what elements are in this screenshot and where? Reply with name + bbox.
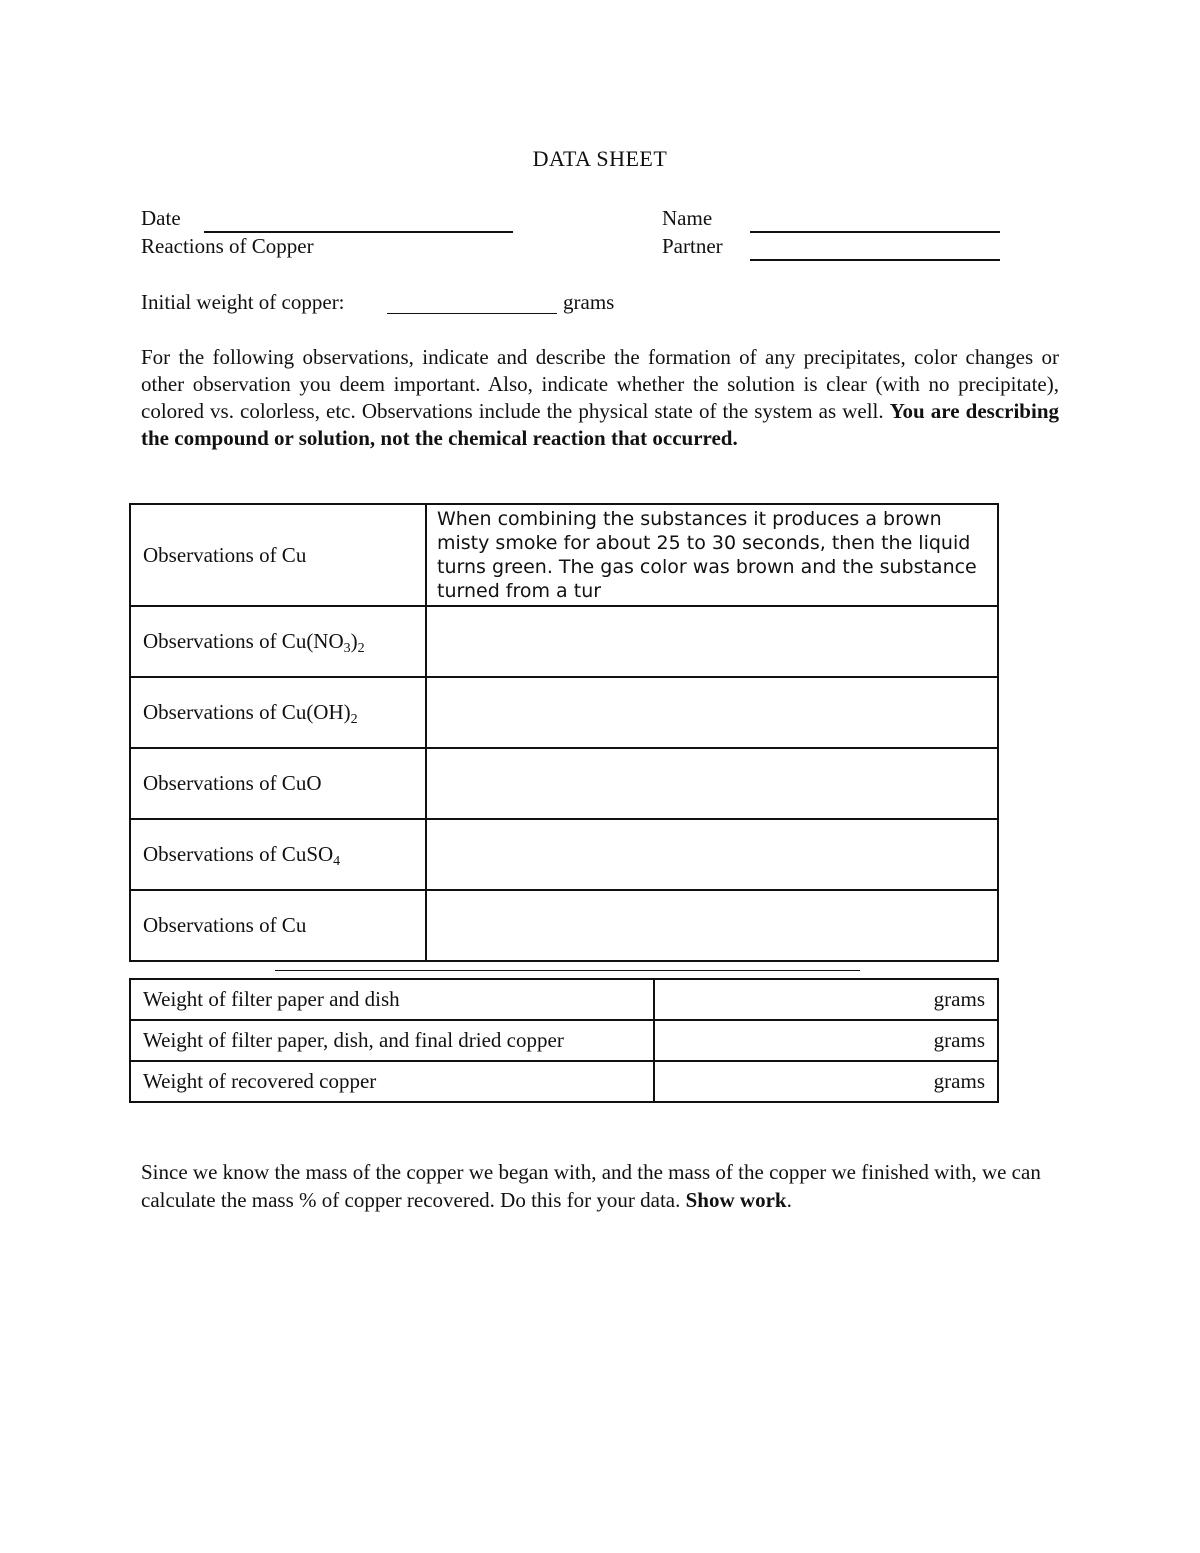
table-row bbox=[130, 504, 998, 606]
weight-value-field[interactable]: grams bbox=[654, 979, 998, 1020]
table-row bbox=[130, 979, 998, 1020]
initial-weight-field[interactable] bbox=[387, 313, 557, 314]
table-row bbox=[130, 1020, 998, 1061]
instructions-bold: You are describing the compound or solution, not the chemical reaction that occurred. bbox=[141, 399, 1059, 450]
conclusion-bold: Show work bbox=[685, 1188, 787, 1212]
partner-label: Partner bbox=[662, 234, 723, 258]
partner-field[interactable] bbox=[750, 259, 1000, 261]
name-field[interactable] bbox=[750, 231, 1000, 233]
observation-value[interactable] bbox=[426, 890, 998, 961]
weight-label: Weight of filter paper and dish bbox=[130, 979, 654, 1020]
weight-value-field[interactable]: grams bbox=[654, 1020, 998, 1061]
observation-label: Observations of $Cu(OH)_2$ bbox=[130, 677, 426, 748]
table-row bbox=[130, 606, 998, 677]
observation-label: Observations of $Cu(NO_3)_2$ bbox=[130, 606, 426, 677]
date-label: Date bbox=[141, 206, 181, 230]
observation-label: Observations of CuSO$_4$ bbox=[130, 819, 426, 890]
instructions-text: For the following observations, indicate and describe the formation of any precipitates, color changes or other observation you deem important. Also, indicate whether the solution is clear (with no precipitate), colored vs. colorless, etc. Observations include the physical state of the system as well. bbox=[141, 345, 1059, 423]
initial-weight-unit: grams bbox=[563, 290, 615, 314]
weight-label: Weight of recovered copper bbox=[130, 1061, 654, 1102]
observation-value[interactable] bbox=[426, 819, 998, 890]
divider bbox=[275, 970, 860, 971]
weight-label: Weight of filter paper, dish, and final dried copper bbox=[130, 1020, 654, 1061]
observation-value[interactable] bbox=[426, 606, 998, 677]
observations-table bbox=[129, 503, 999, 962]
instructions bbox=[141, 344, 1059, 452]
date-field[interactable] bbox=[204, 231, 513, 233]
experiment-title: Reactions of Copper bbox=[141, 234, 314, 258]
table-row bbox=[130, 677, 998, 748]
observation-label: Observations of Cu bbox=[130, 890, 426, 961]
conclusion bbox=[141, 1158, 1041, 1214]
table-row bbox=[130, 890, 998, 961]
conclusion-end: . bbox=[786, 1188, 792, 1212]
table-row bbox=[130, 748, 998, 819]
observation-value[interactable]: When combining the substances it produces a brown misty smoke for about 25 to 30 seconds, then the liquid turns green. The gas color was brown and the substance turned from a tur bbox=[426, 504, 998, 606]
observation-value[interactable] bbox=[426, 748, 998, 819]
conclusion-text: Since we know the mass of the copper we began with, and the mass of the copper we finished with, we can calculate the mass % of copper recovered. Do this for your data. bbox=[141, 1160, 1041, 1212]
weight-value-field[interactable]: grams bbox=[654, 1061, 998, 1102]
table-row bbox=[130, 819, 998, 890]
table-row bbox=[130, 1061, 998, 1102]
observation-label: Observations of CuO bbox=[130, 748, 426, 819]
weights-table bbox=[129, 978, 999, 1103]
observation-label: Observations of Cu bbox=[130, 504, 426, 606]
initial-weight-label: Initial weight of copper: bbox=[141, 290, 345, 314]
name-label: Name bbox=[662, 206, 713, 230]
observation-value[interactable] bbox=[426, 677, 998, 748]
page-title: DATA SHEET bbox=[532, 146, 668, 171]
